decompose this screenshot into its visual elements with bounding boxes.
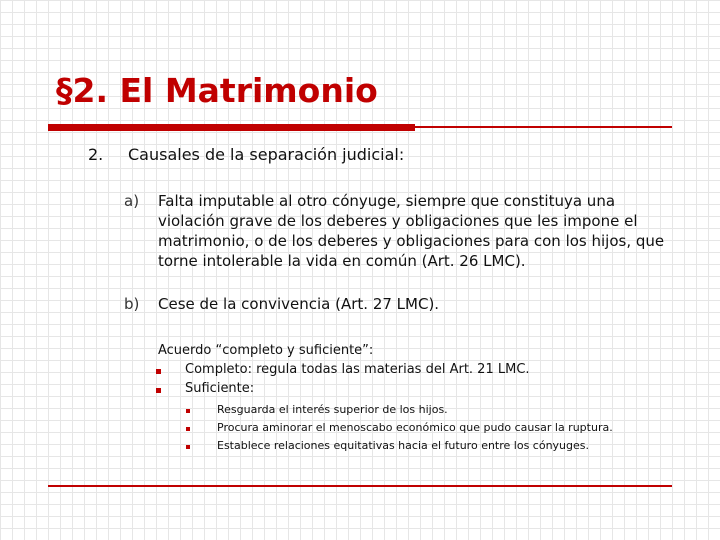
suficiente-item: Procura aminorar el menoscabo económico que pudo causar la ruptura. — [217, 421, 613, 434]
acuerdo-intro: Acuerdo “completo y suficiente”: — [158, 343, 374, 358]
suficiente-item: Establece relaciones equitativas hacia el futuro entre los cónyuges. — [217, 439, 590, 452]
title-underline-rule — [415, 126, 672, 128]
section-number: 2. — [88, 145, 104, 164]
acuerdo-item-completo: Completo: regula todas las materias del Art. 21 LMC. — [185, 362, 530, 377]
square-bullet-icon — [186, 409, 190, 413]
square-bullet-icon — [186, 427, 190, 431]
causal-a-text: Falta imputable al otro cónyuge, siempre que constituya una violación grave de los deberes y obligaciones que les impone el matrimonio, o de los deberes y obligaciones para con los hijos, que torne intolerable la vida en común (Art. 26 LMC). — [158, 192, 665, 270]
suficiente-item: Resguarda el interés superior de los hijos. — [217, 403, 448, 416]
causal-a-marker: a) — [124, 192, 140, 210]
square-bullet-icon — [186, 445, 190, 449]
causal-b-text: Cese de la convivencia (Art. 27 LMC). — [158, 295, 440, 313]
acuerdo-item-suficiente: Suficiente: — [185, 381, 255, 396]
slide-title: §2. El Matrimonio — [56, 71, 378, 110]
square-bullet-icon — [156, 369, 161, 374]
section-heading: Causales de la separación judicial: — [128, 145, 405, 164]
title-underline-bar — [48, 124, 415, 131]
footer-rule — [48, 485, 672, 487]
square-bullet-icon — [156, 388, 161, 393]
causal-b-marker: b) — [124, 295, 140, 313]
